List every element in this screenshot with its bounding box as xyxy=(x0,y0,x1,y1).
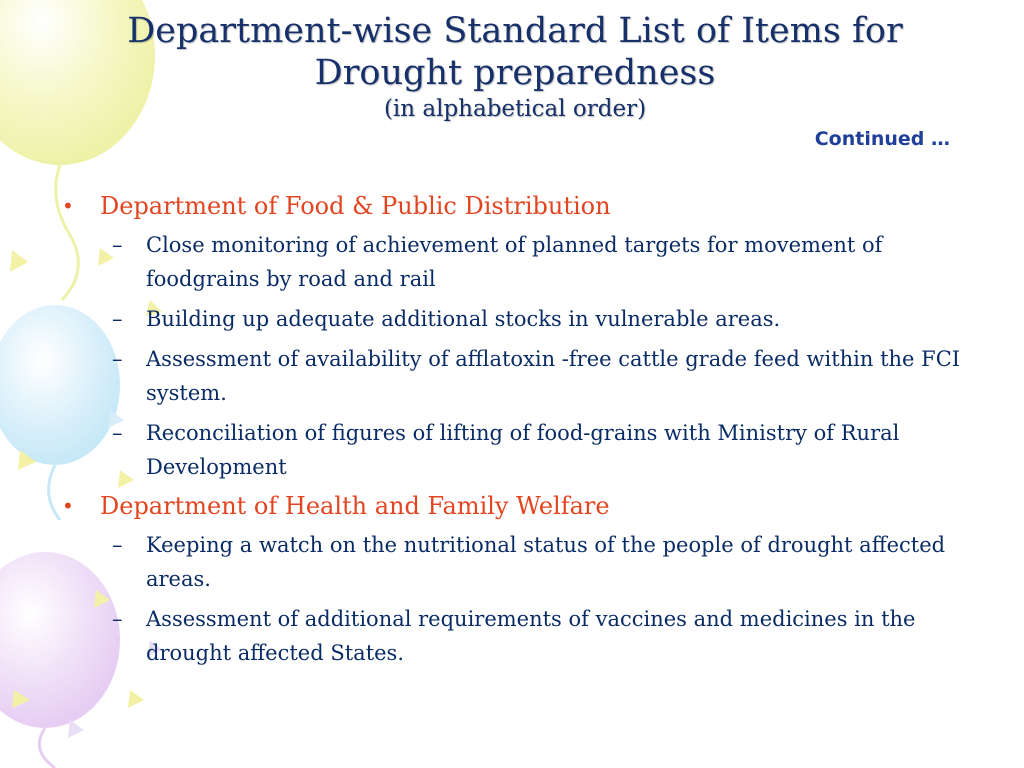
list-item xyxy=(112,528,972,596)
dash-icon: – xyxy=(112,233,123,257)
bullet-icon: • xyxy=(62,194,74,218)
list-item xyxy=(112,228,972,296)
continued-label: Continued … xyxy=(814,128,950,150)
department-name: Department of Health and Family Welfare xyxy=(100,492,610,520)
item-text: Reconciliation of figures of lifting of food-grains with Ministry of Rural Development xyxy=(146,421,900,479)
dash-icon: – xyxy=(112,607,123,631)
list-item xyxy=(112,302,972,336)
item-text: Keeping a watch on the nutritional status of the people of drought affected areas. xyxy=(146,533,946,591)
title-subtitle: (in alphabetical order) xyxy=(383,96,647,122)
list-item xyxy=(112,416,972,484)
item-text: Assessment of additional requirements of vaccines and medicines in the drought affected States. xyxy=(146,607,916,665)
item-text: Close monitoring of achievement of planned targets for movement of foodgrains by road and rail xyxy=(146,233,883,291)
item-text: Assessment of availability of afflatoxin -free cattle grade feed within the FCI system. xyxy=(146,347,961,405)
department-heading xyxy=(62,490,972,522)
department-items xyxy=(112,228,972,484)
dash-icon: – xyxy=(112,307,123,331)
department-name: Department of Food & Public Distribution xyxy=(100,192,611,220)
dash-icon: – xyxy=(112,421,123,445)
title-line-2: Drought preparedness xyxy=(314,53,716,93)
slide-content xyxy=(62,184,972,676)
department-heading xyxy=(62,190,972,222)
dash-icon: – xyxy=(112,347,123,371)
bullet-icon: • xyxy=(62,494,74,518)
item-text: Building up adequate additional stocks in vulnerable areas. xyxy=(146,307,781,331)
list-item xyxy=(112,602,972,670)
title-line-1: Department-wise Standard List of Items for xyxy=(127,11,903,51)
list-item xyxy=(112,342,972,410)
department-items xyxy=(112,528,972,670)
slide-title xyxy=(90,10,940,122)
dash-icon: – xyxy=(112,533,123,557)
